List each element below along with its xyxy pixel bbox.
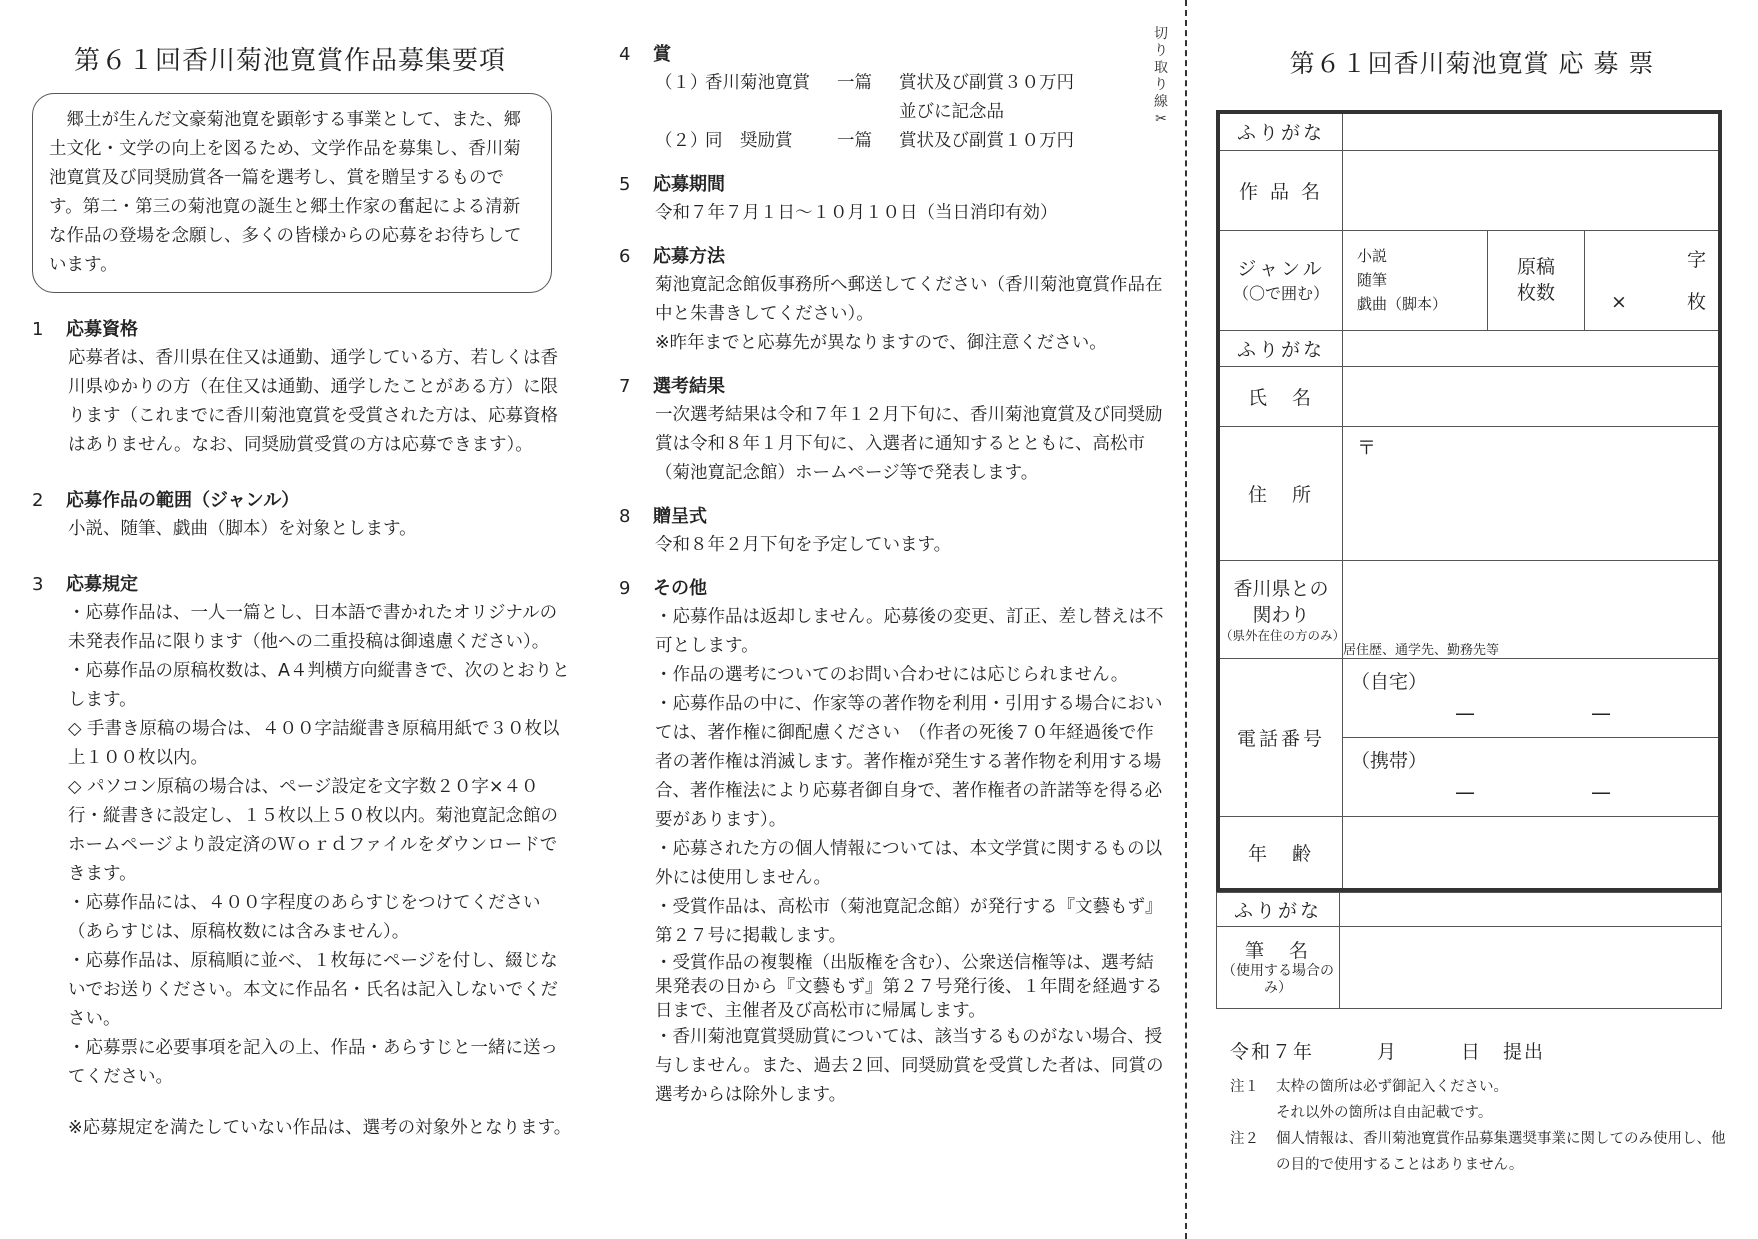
- cut-label-char: り: [1154, 43, 1168, 59]
- prize-quantity: 一篇: [837, 131, 872, 151]
- section-number: 9: [619, 578, 631, 599]
- unit-times: ×: [1611, 291, 1627, 313]
- pen-name-label: [1217, 927, 1340, 1009]
- address-field[interactable]: [1343, 426, 1721, 560]
- cut-line: [1185, 0, 1187, 1239]
- prize-row: [655, 127, 1164, 156]
- name-furigana-label: ふりがな: [1218, 330, 1343, 366]
- rule-paragraph: ・応募票に必要事項を記入の上、作品・あらすじと一緒に送ってください。: [68, 1038, 558, 1087]
- rule-paragraph: ・応募作品は、一人一篇とし、日本語で書かれたオリジナルの未発表作品に限ります（他への二重投稿は御遠慮ください）。: [68, 603, 558, 652]
- prize-description: 賞状及び副賞１０万円: [899, 131, 1074, 151]
- intro-text: 郷土が生んだ文豪菊池寛を顕彰する事業として、また、郷土文化・文学の向上を図るため、文学作品を募集し、香川菊池寛賞及び同奨励賞各一篇を選考し、賞を贈呈するものです。第二・第三の菊池寛の誕生と郷土作家の奮起による清新な作品の登場を念願し、多くの皆様からの応募をお待ちしています。: [49, 110, 522, 275]
- prize-description-extra: 並びに記念品: [899, 102, 1004, 122]
- form-notes: [1230, 1074, 1732, 1178]
- prize-name: 同 奨励賞: [705, 131, 793, 151]
- section-number: 5: [619, 174, 631, 195]
- note-text: 太枠の箇所は必ず御記入ください。: [1276, 1079, 1508, 1095]
- prize-quantity: 一篇: [837, 73, 872, 93]
- manuscript-count-field[interactable]: [1585, 230, 1721, 330]
- section-body: 菊池寛記念館仮事務所へ郵送してください（香川菊池寛賞作品在中と朱書きしてください）。: [655, 275, 1163, 324]
- section-ceremony: [619, 502, 1164, 560]
- work-title-label: 作 品 名: [1218, 150, 1343, 230]
- rule-paragraph: ・応募作品は、原稿順に並べ、１枚毎にページを付し、綴じないでお送りください。本文に作品名・氏名は記入しないでください。: [68, 951, 558, 1029]
- section-title: 応募規定: [66, 574, 138, 595]
- intro-box: [32, 93, 552, 293]
- other-paragraph: ・受賞作品は、高松市（菊池寛記念館）が発行する『文藝もず』第２７号に掲載します。: [655, 897, 1163, 946]
- kagawa-relation-field[interactable]: [1343, 560, 1721, 658]
- genre-label: [1218, 230, 1343, 330]
- section-number: 8: [619, 506, 631, 527]
- cut-label-char: り: [1154, 77, 1168, 93]
- section-title: 応募期間: [653, 174, 725, 195]
- phone-label: 電話番号: [1218, 658, 1343, 816]
- section-results: [619, 372, 1164, 488]
- genre-option-drama[interactable]: 戯曲（脚本）: [1357, 295, 1448, 313]
- guidelines-column-middle: [619, 36, 1164, 1110]
- note-key: 注１: [1230, 1079, 1259, 1095]
- section-title: 贈呈式: [653, 506, 707, 527]
- section-method: [619, 242, 1164, 358]
- genre-option-novel[interactable]: 小説: [1357, 247, 1388, 265]
- name-label: 氏 名: [1218, 366, 1343, 426]
- section-rules: [32, 570, 572, 1143]
- age-field[interactable]: [1343, 816, 1721, 890]
- prize-name: 香川菊池寛賞: [705, 73, 810, 93]
- note-key: 注２: [1230, 1131, 1259, 1147]
- genre-label-text: ジャンル: [1237, 257, 1325, 280]
- name-field[interactable]: [1343, 366, 1721, 426]
- section-body: 一次選考結果は令和７年１２月下旬に、香川菊池寛賞及び同奨励賞は令和８年１月下旬に、入選者に通知するとともに、高松市（菊池寛記念館）ホームページ等で発表します。: [655, 405, 1163, 483]
- section-note: ※昨年までと応募先が異なりますので、御注意ください。: [655, 333, 1107, 353]
- section-body: 応募者は、香川県在住又は通勤、通学している方、若しくは香川県ゆかりの方（在住又は通勤、通学したことがある方）に限ります（これまでに香川菊池寛賞を受賞された方は、応募資格はありません。なお、同奨励賞受賞の方は応募できます）。: [68, 348, 558, 455]
- section-other: [619, 574, 1164, 1110]
- section-title: 賞: [653, 44, 671, 65]
- cut-label-char: 線: [1154, 94, 1168, 110]
- phone-separator: —: [1455, 700, 1475, 725]
- rule-paragraph: ◇ パソコン原稿の場合は、ページ設定を文字数２０字×４０行・縦書きに設定し、１５枚以上５０枚以内。菊池寛記念館のホームページより設定済のＷｏｒｄファイルをダウンロードできます。: [68, 777, 558, 884]
- note-row: [1230, 1100, 1732, 1126]
- address-label: 住 所: [1218, 426, 1343, 560]
- relation-hint: 居住歴、通学先、勤務先等: [1343, 642, 1500, 658]
- section-title: その他: [653, 578, 707, 599]
- section-number: 4: [619, 44, 631, 65]
- section-number: 6: [619, 246, 631, 267]
- other-paragraph: ・作品の選考についてのお問い合わせには応じられません。: [655, 665, 1129, 685]
- required-fields-table: [1216, 110, 1722, 892]
- other-paragraph: ・応募作品は返却しません。応募後の変更、訂正、差し替えは不可とします。: [655, 607, 1164, 656]
- unit-sheets: 枚: [1686, 291, 1706, 313]
- note-text: それ以外の箇所は自由記載です。: [1276, 1105, 1493, 1121]
- rule-paragraph: ・応募作品の原稿枚数は、A４判横方向縦書きで、次のとおりとします。: [68, 661, 570, 710]
- section-eligibility: [32, 315, 572, 460]
- cut-label-char: 切: [1154, 26, 1168, 42]
- age-label: 年 齢: [1218, 816, 1343, 890]
- phone-separator: —: [1455, 779, 1475, 804]
- cut-label-char: 取: [1154, 60, 1168, 76]
- relation-instruction: （県外在住の方のみ）: [1220, 627, 1346, 643]
- prize-number: （１）: [655, 73, 708, 93]
- section-body: 令和７年７月１日～１０月１０日（当日消印有効）: [655, 203, 1058, 223]
- manuscript-count-label: [1488, 230, 1585, 330]
- cut-line-label: [1150, 26, 1172, 128]
- section-number: 2: [32, 490, 44, 511]
- rule-paragraph: ◇ 手書き原稿の場合は、４００字詰縦書き原稿用紙で３０枚以上１００枚以内。: [68, 719, 560, 768]
- pen-name-field[interactable]: [1340, 927, 1722, 1009]
- manuscript-label-line1: 原稿: [1516, 256, 1555, 278]
- manuscript-label-line2: 枚数: [1516, 282, 1555, 304]
- phone-separator: —: [1591, 700, 1611, 725]
- section-body: 令和８年２月下旬を予定しています。: [655, 535, 952, 555]
- prize-description: 賞状及び副賞３０万円: [899, 73, 1074, 93]
- form-title: 第６１回香川菊池寛賞 応 募 票: [1289, 49, 1655, 78]
- unit-chars: 字: [1686, 249, 1706, 271]
- submission-date-line: 令和７年 月 日 提出: [1230, 1041, 1546, 1063]
- phone-mobile-field[interactable]: [1343, 737, 1721, 816]
- section-title: 応募作品の範囲（ジャンル）: [66, 490, 300, 511]
- name-furigana-field[interactable]: [1343, 330, 1721, 366]
- scissors-icon: ✂: [1155, 111, 1167, 127]
- genre-options-field[interactable]: [1343, 230, 1488, 330]
- postal-mark-icon: 〒: [1357, 436, 1377, 459]
- genre-instruction: （〇で囲む）: [1232, 283, 1329, 303]
- relation-label-line1: 香川県との: [1233, 577, 1329, 600]
- prize-number: （２）: [655, 131, 708, 151]
- phone-home-field[interactable]: [1343, 658, 1721, 737]
- section-number: 3: [32, 574, 44, 595]
- note-row: [1230, 1074, 1732, 1100]
- furigana-label: ふりがな: [1218, 112, 1343, 150]
- pen-name-furigana-field[interactable]: [1340, 893, 1722, 927]
- section-period: [619, 170, 1164, 228]
- guidelines-title: 第６１回香川菊池寛賞作品募集要項: [74, 46, 507, 76]
- section-number: 7: [619, 376, 631, 397]
- work-title-field[interactable]: [1343, 150, 1721, 230]
- application-form: [1212, 36, 1732, 1178]
- section-title: 選考結果: [653, 376, 725, 397]
- phone-home-label: （自宅）: [1351, 670, 1428, 693]
- pen-name-instruction: （使用する場合のみ）: [1222, 962, 1334, 996]
- section-body: 小説、随筆、戯曲（脚本）を対象とします。: [68, 519, 417, 539]
- relation-label-line2: 関わり: [1252, 603, 1310, 626]
- section-title: 応募資格: [66, 319, 138, 340]
- other-paragraph: ・香川菊池寛賞奨励賞については、該当するものがない場合、授与しません。また、過去２回、同奨励賞を受賞した者は、同賞の選考からは除外します。: [655, 1027, 1164, 1105]
- phone-separator: —: [1591, 779, 1611, 804]
- note-key: [1230, 1100, 1276, 1126]
- other-paragraph: ・応募作品の中に、作家等の著作物を利用・引用する場合においては、著作権に御配慮ください （作者の死後７０年経過後で作者の著作権は消滅します。著作権が発生する著作物を利用する場合、著作権法により応募者御自身で、著作権者の許諾等を得る必要があります）。: [655, 694, 1163, 830]
- guidelines-column-left: [32, 36, 572, 1143]
- pen-name-furigana-label: ふりがな: [1217, 893, 1340, 927]
- note-row: [1230, 1126, 1732, 1178]
- rule-note: ※応募規定を満たしていない作品は、選考の対象外となります。: [68, 1118, 572, 1138]
- kagawa-relation-label: [1218, 560, 1346, 658]
- phone-mobile-label: （携帯）: [1351, 749, 1428, 772]
- optional-fields-table: [1216, 892, 1722, 1009]
- section-number: 1: [32, 319, 44, 340]
- prize-row: [655, 69, 1164, 127]
- pen-name-label-text: 筆 名: [1244, 939, 1311, 962]
- section-genre-scope: [32, 486, 572, 544]
- other-paragraph: ・受賞作品の複製権（出版権を含む）、公衆送信権等は、選考結果発表の日から『文藝もず』第２７号発行後、１年間を経過する日まで、主催者及び高松市に帰属します。: [655, 953, 1163, 1021]
- work-title-furigana-field[interactable]: [1343, 112, 1721, 150]
- note-text: 個人情報は、香川菊池寛賞作品募集選奨事業に関してのみ使用し、他の目的で使用することはありません。: [1276, 1131, 1726, 1173]
- section-title: 応募方法: [653, 246, 725, 267]
- other-paragraph: ・応募された方の個人情報については、本文学賞に関するもの以外には使用しません。: [655, 839, 1163, 888]
- rule-paragraph: ・応募作品には、４００字程度のあらすじをつけてください（あらすじは、原稿枚数には含みません）。: [68, 893, 541, 942]
- genre-option-essay[interactable]: 随筆: [1357, 271, 1388, 289]
- section-prizes: [619, 40, 1164, 156]
